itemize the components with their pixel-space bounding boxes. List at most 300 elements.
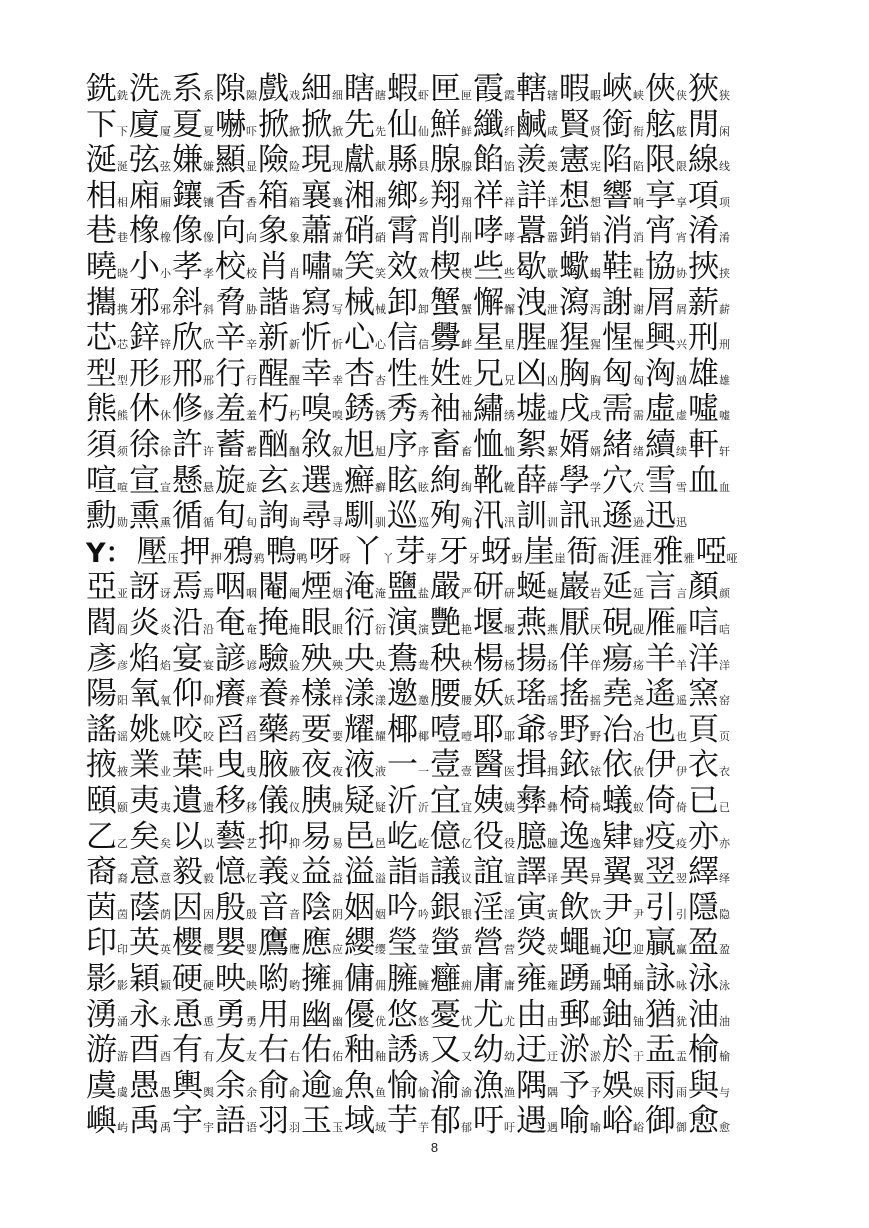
traditional-character: 薛 — [516, 462, 547, 499]
traditional-character: 胸 — [559, 355, 590, 392]
traditional-character: 億 — [430, 818, 461, 855]
simplified-character: 香 — [246, 195, 257, 209]
traditional-character: 湘 — [344, 177, 375, 214]
traditional-character: 鞋 — [602, 249, 633, 285]
simplified-character: 亚 — [117, 587, 128, 601]
traditional-character: 氧 — [129, 676, 160, 713]
traditional-character: 硯 — [602, 605, 633, 641]
character-pair — [258, 746, 301, 784]
character-pair — [602, 355, 645, 393]
traditional-character: 隙 — [215, 71, 246, 107]
simplified-character: 焉 — [203, 587, 214, 601]
character-pair — [559, 319, 602, 357]
character-pair — [215, 212, 258, 250]
character-pair — [473, 711, 516, 749]
traditional-character: 旬 — [215, 498, 246, 535]
traditional-character: 踴 — [559, 961, 590, 997]
character-pair — [430, 746, 473, 784]
simplified-character: 焰 — [160, 658, 171, 672]
character-pair — [395, 533, 438, 571]
traditional-character: 蔭 — [129, 889, 160, 926]
traditional-character: 訓 — [516, 498, 547, 535]
simplified-character: 薛 — [547, 480, 558, 494]
character-pair — [688, 924, 731, 962]
simplified-character: 腰 — [461, 694, 472, 708]
traditional-character: 歇 — [516, 249, 547, 285]
character-pair — [258, 818, 301, 856]
traditional-character: 映 — [215, 961, 246, 997]
traditional-character: 與 — [688, 1067, 719, 1104]
traditional-character: 邑 — [344, 818, 375, 855]
character-pair — [301, 889, 344, 927]
character-pair — [387, 640, 430, 678]
traditional-character: 細 — [301, 71, 332, 107]
character-pair — [438, 533, 481, 571]
character-pair — [258, 640, 301, 678]
simplified-character: 阉 — [289, 587, 300, 601]
character-pair — [215, 141, 258, 179]
simplified-character: 雪 — [676, 480, 687, 494]
character-pair — [344, 497, 387, 535]
traditional-character: 椅 — [559, 783, 590, 819]
simplified-character: 爷 — [547, 729, 558, 743]
simplified-character: 遇 — [547, 1121, 558, 1135]
character-row — [86, 746, 806, 784]
character-pair — [516, 924, 559, 962]
simplified-character: 小 — [160, 267, 171, 280]
simplified-character: 御 — [676, 1121, 687, 1135]
character-pair — [258, 889, 301, 927]
simplified-character: 谣 — [117, 729, 128, 743]
traditional-character: 郵 — [559, 996, 590, 1033]
character-pair — [344, 640, 387, 678]
traditional-character: 咬 — [172, 711, 203, 748]
character-pair — [86, 497, 129, 535]
traditional-character: 嶼 — [86, 1103, 117, 1140]
traditional-character: 閒 — [688, 106, 719, 143]
traditional-character: 毅 — [172, 854, 203, 891]
character-pair — [129, 853, 172, 891]
character-pair — [430, 568, 473, 606]
simplified-character: 尤 — [504, 1014, 515, 1028]
traditional-character: 葉 — [172, 747, 203, 784]
traditional-character: 油 — [688, 996, 719, 1033]
character-pair — [430, 818, 473, 856]
simplified-character: 雨 — [676, 1085, 687, 1099]
character-pair — [387, 1031, 430, 1069]
simplified-character: 莹 — [418, 943, 429, 957]
traditional-character: 雪 — [645, 462, 676, 499]
simplified-character: 秧 — [461, 658, 472, 672]
traditional-character: 諺 — [215, 640, 246, 677]
traditional-character: 穴 — [602, 462, 633, 499]
simplified-character: 嚣 — [547, 231, 558, 245]
character-pair — [86, 70, 129, 108]
character-pair — [344, 355, 387, 393]
traditional-character: 矣 — [129, 818, 160, 855]
simplified-character: 尹 — [633, 907, 644, 921]
traditional-character: 崖 — [523, 533, 555, 570]
character-pair — [559, 924, 602, 962]
character-pair — [344, 818, 387, 856]
simplified-character: 肖 — [289, 267, 300, 280]
simplified-character: 心 — [375, 338, 386, 352]
character-pair — [172, 462, 215, 500]
character-pair — [387, 675, 430, 713]
simplified-character: 验 — [289, 658, 300, 672]
character-row — [86, 818, 806, 856]
traditional-character: 戌 — [559, 391, 590, 428]
traditional-character: 尹 — [602, 889, 633, 926]
character-pair — [172, 177, 215, 215]
character-pair — [516, 960, 559, 998]
character-pair — [258, 853, 301, 891]
traditional-character: 喧 — [86, 462, 117, 499]
traditional-character: 已 — [688, 783, 719, 819]
simplified-character: 茵 — [117, 907, 128, 921]
traditional-character: 鴨 — [265, 533, 297, 570]
character-pair — [473, 924, 516, 962]
traditional-character: 揚 — [516, 640, 547, 677]
simplified-character: 已 — [719, 801, 730, 814]
traditional-character: 巡 — [387, 498, 418, 535]
simplified-character: 隅 — [547, 1085, 558, 1099]
simplified-character: 蚜 — [511, 551, 523, 565]
traditional-character: 禹 — [129, 1103, 160, 1140]
traditional-character: 蚜 — [480, 533, 512, 570]
traditional-character: 釉 — [344, 1032, 375, 1069]
traditional-character: 小 — [129, 249, 160, 285]
simplified-character: 湘 — [375, 195, 386, 209]
simplified-character: 一 — [418, 765, 429, 779]
traditional-character: 向 — [215, 213, 246, 250]
traditional-character: 峪 — [602, 1103, 633, 1140]
traditional-character: 獻 — [344, 142, 375, 179]
character-pair — [172, 996, 215, 1034]
simplified-character: 蚁 — [633, 801, 644, 814]
traditional-character: 迅 — [645, 498, 676, 535]
character-pair — [516, 70, 559, 108]
character-row — [86, 70, 806, 108]
character-pair — [301, 284, 344, 322]
character-pair — [430, 1067, 473, 1105]
traditional-character: 險 — [258, 142, 289, 179]
traditional-character: 艷 — [430, 605, 461, 641]
traditional-character: 榆 — [688, 1032, 719, 1069]
character-row — [86, 106, 806, 144]
character-pair — [309, 533, 352, 571]
traditional-character: 言 — [645, 569, 676, 606]
traditional-character: 繹 — [688, 854, 719, 891]
simplified-character: 谚 — [246, 658, 257, 672]
character-pair — [473, 462, 516, 500]
traditional-character: 耶 — [473, 711, 504, 748]
character-pair — [129, 355, 172, 393]
character-pair — [602, 782, 645, 820]
character-pair — [473, 675, 516, 713]
simplified-character: 旭 — [375, 445, 386, 458]
simplified-character: 映 — [246, 979, 257, 992]
simplified-character: 消 — [633, 231, 644, 245]
simplified-character: 楔 — [461, 267, 472, 280]
character-pair — [430, 70, 473, 108]
traditional-character: 洩 — [516, 284, 547, 321]
traditional-character: 淹 — [344, 569, 375, 606]
character-pair — [172, 70, 215, 108]
traditional-character: 呀 — [308, 533, 340, 570]
traditional-character: 囂 — [516, 213, 547, 250]
character-pair — [301, 319, 344, 357]
character-pair — [172, 640, 215, 678]
traditional-character: 櫻 — [172, 925, 203, 962]
character-pair — [301, 604, 344, 642]
simplified-character: 译 — [547, 872, 558, 886]
simplified-character: 械 — [375, 302, 386, 316]
simplified-character: 颖 — [160, 979, 171, 992]
traditional-character: 絢 — [430, 462, 461, 499]
traditional-character: 消 — [602, 213, 633, 250]
traditional-character: 丫 — [351, 533, 383, 570]
traditional-character: 藥 — [258, 711, 289, 748]
traditional-character: 喻 — [559, 1103, 590, 1140]
traditional-character: 影 — [86, 961, 117, 997]
simplified-character: 宪 — [590, 160, 601, 174]
character-row — [86, 675, 806, 713]
character-pair — [344, 284, 387, 322]
simplified-character: 悠 — [418, 1014, 429, 1028]
traditional-character: 醒 — [258, 355, 289, 392]
traditional-character: 央 — [344, 640, 375, 677]
character-pair — [301, 853, 344, 891]
simplified-character: 榆 — [719, 1050, 730, 1064]
traditional-character: 俞 — [258, 1067, 289, 1104]
simplified-character: 恤 — [504, 445, 515, 458]
simplified-character: 校 — [246, 267, 257, 280]
traditional-character: 縣 — [387, 142, 418, 179]
character-pair — [602, 390, 645, 428]
traditional-character: 遺 — [172, 783, 203, 819]
traditional-character: 驗 — [258, 640, 289, 677]
traditional-character: 馴 — [344, 498, 375, 535]
character-pair — [645, 177, 688, 215]
simplified-character: 夏 — [203, 124, 214, 138]
traditional-character: 蟻 — [602, 783, 633, 819]
simplified-character: 郁 — [461, 1121, 472, 1135]
character-pair — [473, 212, 516, 250]
simplified-character: 与 — [719, 1085, 730, 1099]
character-pair — [258, 284, 301, 322]
character-pair — [344, 889, 387, 927]
simplified-character: 墟 — [547, 409, 558, 423]
traditional-character: 笑 — [344, 249, 375, 285]
character-pair — [602, 960, 645, 998]
character-pair — [215, 640, 258, 678]
character-pair — [129, 70, 172, 108]
character-pair — [559, 177, 602, 215]
simplified-character: 亦 — [719, 836, 730, 850]
simplified-character: 颜 — [719, 587, 730, 601]
character-pair — [172, 106, 215, 144]
character-pair — [516, 818, 559, 856]
simplified-character: 椅 — [590, 801, 601, 814]
character-pair — [86, 853, 129, 891]
traditional-character: 妖 — [473, 676, 504, 713]
simplified-character: 演 — [418, 623, 429, 636]
traditional-character: 秀 — [387, 391, 418, 428]
character-pair — [172, 212, 215, 250]
character-pair — [516, 355, 559, 393]
traditional-character: 狹 — [688, 71, 719, 107]
character-pair — [301, 818, 344, 856]
character-pair — [215, 70, 258, 108]
character-pair — [688, 319, 731, 357]
simplified-character: 芯 — [117, 338, 128, 352]
character-pair — [301, 675, 344, 713]
traditional-character: 嚇 — [215, 106, 246, 143]
simplified-character: 挟 — [719, 267, 730, 280]
traditional-character: 贏 — [645, 925, 676, 962]
character-pair — [172, 1031, 215, 1069]
simplified-character: 显 — [246, 160, 257, 174]
traditional-character: 邀 — [387, 676, 418, 713]
character-pair — [172, 248, 215, 286]
traditional-character: 享 — [645, 177, 676, 214]
character-pair — [430, 640, 473, 678]
traditional-character: 窯 — [688, 676, 719, 713]
simplified-character: 霞 — [504, 89, 515, 102]
simplified-character: 瑶 — [547, 694, 558, 708]
simplified-character: 像 — [203, 231, 214, 245]
simplified-character: 疑 — [375, 801, 386, 814]
simplified-character: 衙 — [597, 551, 609, 565]
character-pair — [258, 319, 301, 357]
traditional-character: 瑩 — [387, 925, 418, 962]
simplified-character: 眼 — [332, 623, 343, 636]
character-pair — [516, 640, 559, 678]
simplified-character: 咬 — [203, 729, 214, 743]
simplified-character: 要 — [332, 729, 343, 743]
character-pair — [129, 284, 172, 322]
simplified-character: 循 — [203, 516, 214, 530]
character-pair — [344, 462, 387, 500]
character-pair — [172, 782, 215, 820]
traditional-character: 朽 — [258, 391, 289, 428]
character-pair — [516, 319, 559, 357]
traditional-character: 掀 — [258, 106, 289, 143]
traditional-character: 新 — [258, 320, 289, 357]
traditional-character: 卸 — [387, 284, 418, 321]
character-pair — [430, 960, 473, 998]
simplified-character: 永 — [160, 1014, 171, 1028]
simplified-character: 宴 — [203, 658, 214, 672]
character-pair — [688, 1031, 731, 1069]
character-pair — [430, 996, 473, 1034]
traditional-character: 雅 — [652, 533, 684, 570]
traditional-character: 形 — [129, 355, 160, 392]
traditional-character: 魚 — [344, 1067, 375, 1104]
simplified-character: 穴 — [633, 480, 644, 494]
traditional-character: 堯 — [602, 676, 633, 713]
traditional-character: 愚 — [129, 1067, 160, 1104]
traditional-character: 姓 — [430, 355, 461, 392]
simplified-character: 叶 — [203, 765, 214, 779]
character-pair — [301, 924, 344, 962]
simplified-character: 益 — [332, 872, 343, 886]
character-pair — [688, 248, 731, 286]
traditional-character: 修 — [172, 391, 203, 428]
traditional-character: 遙 — [645, 676, 676, 713]
traditional-character: 廂 — [129, 177, 160, 214]
simplified-character: 翔 — [461, 195, 472, 209]
character-pair — [344, 1031, 387, 1069]
character-pair — [473, 248, 516, 286]
character-pair — [387, 319, 430, 357]
traditional-character: 酉 — [129, 1032, 160, 1069]
character-pair — [258, 106, 301, 144]
traditional-character: 恤 — [473, 427, 504, 463]
character-pair — [473, 497, 516, 535]
traditional-character: 逾 — [301, 1067, 332, 1104]
simplified-character: 鞋 — [633, 267, 644, 280]
simplified-character: 窑 — [719, 694, 730, 708]
character-pair — [301, 996, 344, 1034]
character-pair — [602, 212, 645, 250]
traditional-character: 嚴 — [430, 569, 461, 606]
character-pair — [430, 604, 473, 642]
character-pair — [610, 533, 653, 571]
simplified-character: 矣 — [160, 836, 171, 850]
traditional-character: 轄 — [516, 71, 547, 107]
character-pair — [387, 212, 430, 250]
traditional-character: 域 — [344, 1103, 375, 1140]
simplified-character: 业 — [160, 765, 171, 779]
simplified-character: 臆 — [547, 836, 558, 850]
simplified-character: 銑 — [117, 89, 128, 102]
simplified-character: 询 — [289, 516, 300, 530]
traditional-character: 臆 — [516, 818, 547, 855]
character-pair — [559, 640, 602, 678]
simplified-character: 涯 — [640, 551, 652, 565]
simplified-character: 仰 — [203, 694, 214, 708]
character-pair — [344, 1067, 387, 1105]
simplified-character: 携 — [117, 302, 128, 316]
character-pair — [473, 70, 516, 108]
character-pair — [172, 1067, 215, 1105]
simplified-character: 舷 — [676, 124, 687, 138]
traditional-character: 幸 — [301, 355, 332, 392]
character-pair — [86, 177, 129, 215]
simplified-character: 诱 — [418, 1050, 429, 1064]
character-pair — [387, 141, 430, 179]
traditional-character: 餡 — [473, 142, 504, 179]
simplified-character: 孝 — [203, 267, 214, 280]
traditional-character: 飲 — [559, 889, 590, 926]
simplified-character: 秀 — [418, 409, 429, 423]
traditional-character: 陽 — [86, 676, 117, 713]
traditional-character: 宵 — [645, 213, 676, 250]
traditional-character: 匈 — [602, 355, 633, 392]
traditional-character: 演 — [387, 605, 418, 641]
traditional-character: 效 — [387, 249, 418, 285]
traditional-character: 協 — [645, 249, 676, 285]
traditional-character: 應 — [301, 925, 332, 962]
character-pair — [645, 1102, 688, 1140]
character-pair — [215, 177, 258, 215]
simplified-character: 馅 — [504, 160, 515, 174]
traditional-character: 腰 — [430, 676, 461, 713]
simplified-character: 迎 — [633, 943, 644, 957]
character-pair — [387, 924, 430, 962]
